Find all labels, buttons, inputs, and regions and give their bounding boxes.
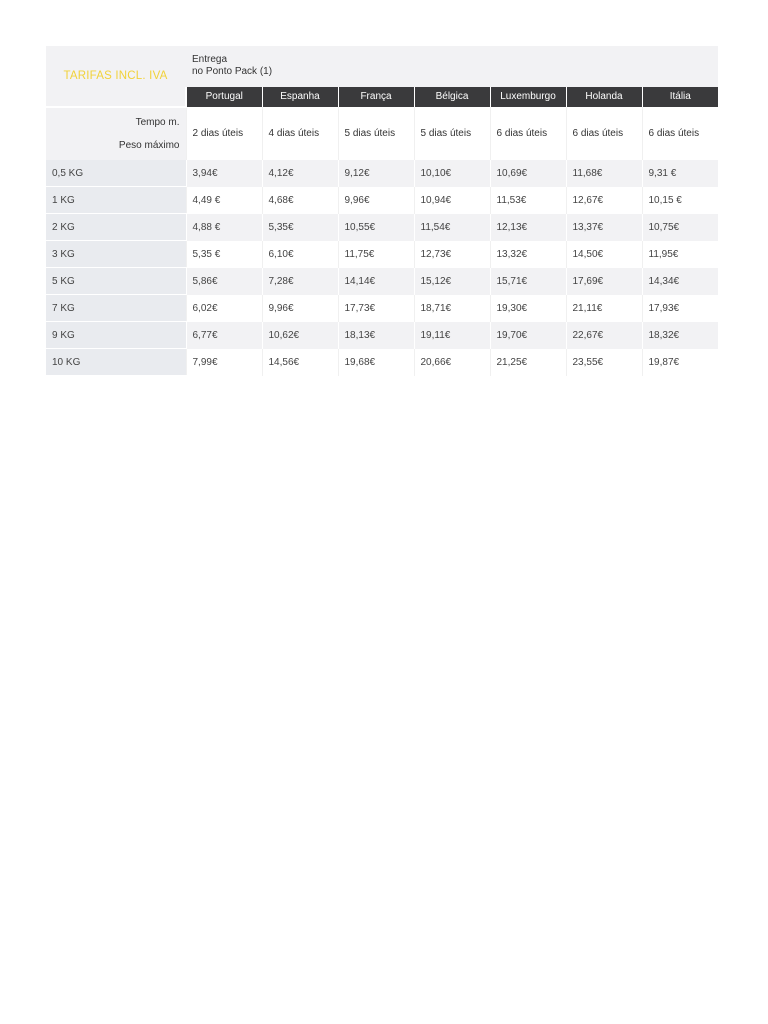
time-label: Tempo m.: [135, 117, 180, 128]
price-cell: 11,68€: [566, 160, 642, 187]
table-row: [46, 349, 718, 376]
table-row: [46, 214, 718, 241]
transit-time: 5 dias úteis: [414, 107, 490, 160]
price-cell: 23,55€: [566, 349, 642, 376]
country-header-luxemburgo: Luxemburgo: [490, 87, 566, 107]
price-cell: 19,70€: [490, 322, 566, 349]
table-row: [46, 160, 718, 187]
price-cell: 18,71€: [414, 295, 490, 322]
price-cell: 18,32€: [642, 322, 718, 349]
price-cell: 6,10€: [262, 241, 338, 268]
price-cell: 5,35€: [262, 214, 338, 241]
price-cell: 9,12€: [338, 160, 414, 187]
price-cell: 13,32€: [490, 241, 566, 268]
delivery-line-1: Entrega: [192, 54, 228, 66]
price-cell: 18,13€: [338, 322, 414, 349]
price-cell: 21,25€: [490, 349, 566, 376]
country-header-holanda: Holanda: [566, 87, 642, 107]
table-row: [46, 241, 718, 268]
country-header-portugal: Portugal: [186, 87, 262, 107]
transit-time: 2 dias úteis: [186, 107, 262, 160]
header-row-delivery: [46, 46, 718, 87]
price-cell: 7,28€: [262, 268, 338, 295]
price-cell: 4,88 €: [186, 214, 262, 241]
weight-cell: 0,5 KG: [46, 160, 186, 187]
price-cell: 15,12€: [414, 268, 490, 295]
rates-table: [46, 46, 718, 376]
price-cell: 10,55€: [338, 214, 414, 241]
price-cell: 19,87€: [642, 349, 718, 376]
price-cell: 11,75€: [338, 241, 414, 268]
weight-cell: 5 KG: [46, 268, 186, 295]
price-cell: 19,68€: [338, 349, 414, 376]
weight-cell: 7 KG: [46, 295, 186, 322]
country-header-franca: França: [338, 87, 414, 107]
price-cell: 10,62€: [262, 322, 338, 349]
delivery-heading: [186, 46, 718, 87]
price-cell: 12,13€: [490, 214, 566, 241]
country-header-belgica: Bélgica: [414, 87, 490, 107]
country-header-italia: Itália: [642, 87, 718, 107]
price-cell: 21,11€: [566, 295, 642, 322]
price-cell: 15,71€: [490, 268, 566, 295]
price-cell: 5,86€: [186, 268, 262, 295]
price-cell: 4,12€: [262, 160, 338, 187]
country-header-espanha: Espanha: [262, 87, 338, 107]
price-cell: 17,93€: [642, 295, 718, 322]
table-row: [46, 187, 718, 214]
transit-time: 6 dias úteis: [566, 107, 642, 160]
price-cell: 11,54€: [414, 214, 490, 241]
price-cell: 14,56€: [262, 349, 338, 376]
weight-cell: 2 KG: [46, 214, 186, 241]
table-row: [46, 295, 718, 322]
table-row: [46, 322, 718, 349]
price-cell: 14,14€: [338, 268, 414, 295]
weight-cell: 1 KG: [46, 187, 186, 214]
weight-cell: 3 KG: [46, 241, 186, 268]
price-cell: 6,02€: [186, 295, 262, 322]
transit-time: 6 dias úteis: [490, 107, 566, 160]
price-cell: 17,73€: [338, 295, 414, 322]
price-cell: 11,95€: [642, 241, 718, 268]
price-cell: 5,35 €: [186, 241, 262, 268]
transit-time: 6 dias úteis: [642, 107, 718, 160]
price-cell: 10,94€: [414, 187, 490, 214]
transit-time: 4 dias úteis: [262, 107, 338, 160]
price-cell: 14,50€: [566, 241, 642, 268]
price-cell: 20,66€: [414, 349, 490, 376]
price-cell: 14,34€: [642, 268, 718, 295]
price-cell: 3,94€: [186, 160, 262, 187]
price-cell: 9,96€: [338, 187, 414, 214]
price-cell: 13,37€: [566, 214, 642, 241]
price-cell: 9,31 €: [642, 160, 718, 187]
price-cell: 9,96€: [262, 295, 338, 322]
meta-labels: [46, 107, 186, 160]
price-cell: 19,30€: [490, 295, 566, 322]
price-cell: 19,11€: [414, 322, 490, 349]
transit-time: 5 dias úteis: [338, 107, 414, 160]
price-cell: 22,67€: [566, 322, 642, 349]
table-row: [46, 268, 718, 295]
transit-row: [46, 107, 718, 160]
price-cell: 4,68€: [262, 187, 338, 214]
weight-cell: 10 KG: [46, 349, 186, 376]
price-cell: 17,69€: [566, 268, 642, 295]
price-cell: 6,77€: [186, 322, 262, 349]
price-cell: 7,99€: [186, 349, 262, 376]
price-cell: 12,73€: [414, 241, 490, 268]
weight-label: Peso máximo: [118, 140, 180, 151]
weight-cell: 9 KG: [46, 322, 186, 349]
delivery-line-2: no Ponto Pack (1): [192, 66, 273, 78]
brand-title: TARIFAS INCL. IVA: [46, 46, 186, 107]
price-cell: 10,10€: [414, 160, 490, 187]
price-cell: 12,67€: [566, 187, 642, 214]
price-cell: 11,53€: [490, 187, 566, 214]
price-cell: 10,75€: [642, 214, 718, 241]
price-cell: 10,69€: [490, 160, 566, 187]
price-cell: 10,15 €: [642, 187, 718, 214]
price-cell: 4,49 €: [186, 187, 262, 214]
